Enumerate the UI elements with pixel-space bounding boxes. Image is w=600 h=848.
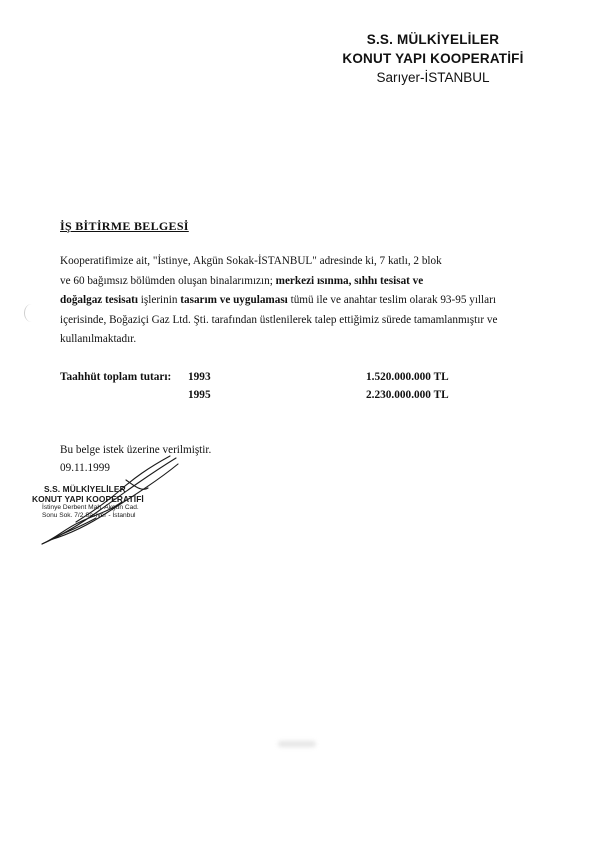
commitment-amount: 2.230.000.000 TL [366, 389, 449, 401]
scan-smudge [278, 741, 316, 747]
body-line-5: kullanılmaktadır. [60, 333, 137, 345]
body-line-2-bold: merkezi ısınma, sıhhı tesisat ve [275, 274, 424, 287]
commitment-label: Taahhüt toplam tutarı: [60, 371, 172, 383]
letterhead-line-2: KONUT YAPI KOOPERATİFİ [342, 51, 524, 66]
signature [30, 452, 200, 552]
body-line-4: içerisinde, Boğaziçi Gaz Ltd. Şti. tarafından üstlenilerek talep ettiğimiz sürede tamamlanmıştır ve [60, 313, 498, 326]
body-line-3-bold-c: tasarım ve uygulaması [180, 294, 288, 306]
body-line-2-text: ve 60 bağımsız bölümden oluşan binalarımızın; [60, 274, 276, 287]
stamp-line-2: KONUT YAPI KOOPERATİFİ [32, 494, 144, 504]
letterhead-location: Sarıyer-İSTANBUL [376, 70, 490, 85]
body-line-2 [60, 272, 560, 292]
body-paragraph [60, 252, 560, 350]
body-line-3-text-d: tümü ile ve anahtar teslim olarak 93-95 yılları [287, 294, 496, 306]
letterhead-line-1: S.S. MÜLKİYELİLER [366, 32, 500, 47]
body-line-3-text-b: işlerinin [138, 294, 181, 306]
letterhead [318, 30, 548, 87]
stamp-line-1: S.S. MÜLKİYELİLER [44, 484, 126, 494]
commitment-amount: 1.520.000.000 TL [366, 371, 449, 383]
punch-hole-mark [24, 304, 39, 322]
commitment-year: 1995 [188, 389, 211, 401]
commitment-year: 1993 [188, 371, 211, 383]
body-line-3 [60, 291, 560, 311]
stamp-line-3: İstinye Derbent Mah. Akgün Cad. [42, 504, 139, 511]
issue-date: 09.11.1999 [60, 462, 110, 474]
document-title: İŞ BİTİRME BELGESİ [60, 219, 189, 233]
body-line-3-bold-a: doğalgaz tesisatı [60, 294, 138, 306]
stamp-line-4: Sonu Sok. 7/2 Sarıyer - İstanbul [42, 512, 136, 519]
body-line-1: Kooperatifimize ait, "İstinye, Akgün Sokak-İSTANBUL" adresinde ki, 7 katlı, 2 blok [60, 255, 442, 267]
closing-text: Bu belge istek üzerine verilmiştir. [60, 444, 212, 456]
